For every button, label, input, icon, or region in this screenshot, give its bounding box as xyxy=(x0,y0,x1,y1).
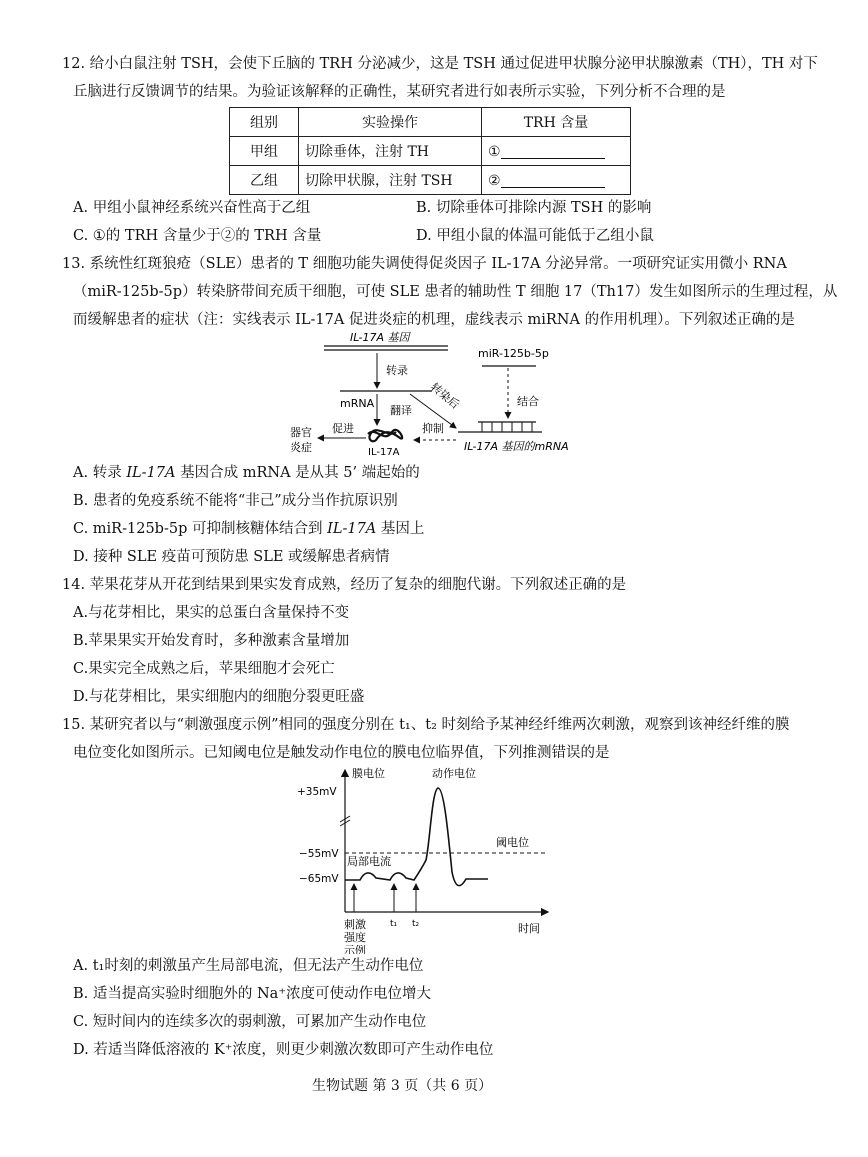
diagram-binding-label: 结合 xyxy=(517,395,539,408)
x-axis-label: 时间 xyxy=(518,922,540,935)
answer-blank xyxy=(501,143,605,159)
table-cell-answer xyxy=(482,166,631,195)
q15-membrane-potential-chart xyxy=(292,762,562,954)
q13-option-a: A. 转录 IL-17A 基因合成 mRNA 是从其 5’ 端起始的 xyxy=(73,465,420,481)
q15-stem-line1: 15. 某研究者以与“刺激强度示例”相同的强度分别在 t₁、t₂ 时刻给予某神经纤维两次刺激，观察到该神经纤维的膜 xyxy=(62,717,790,733)
table-header-row xyxy=(230,108,631,137)
table-cell: 切除甲状腺，注射 TSH xyxy=(299,166,482,195)
q12-option-b: B. 切除垂体可排除内源 TSH 的影响 xyxy=(416,200,652,216)
diagram-organ-label: 器官 xyxy=(290,426,312,439)
diagram-inhibit-label: 抑制 xyxy=(422,422,444,435)
t1-label: t₁ xyxy=(390,919,398,929)
table-header-cell: 实验操作 xyxy=(299,108,482,137)
diagram-translation-label: 翻译 xyxy=(390,404,412,417)
q12-option-c: C. ①的 TRH 含量少于②的 TRH 含量 xyxy=(73,228,322,244)
q15-option-a: A. t₁时刻的刺激虽产生局部电流，但无法产生动作电位 xyxy=(73,958,424,974)
q12-option-a: A. 甲组小鼠神经系统兴奋性高于乙组 xyxy=(73,200,311,216)
table-row xyxy=(230,137,631,166)
q13-stem-line3: 而缓解患者的症状（注：实线表示 IL-17A 促进炎症的机理，虚线表示 miRNA 的作用机理）。下列叙述正确的是 xyxy=(73,312,795,328)
diagram-target-mrna-label: IL-17A 基因的mRNA xyxy=(464,440,569,453)
diagram-transcription-label: 转录 xyxy=(386,364,408,377)
table-header-cell: 组别 xyxy=(230,108,299,137)
table-row xyxy=(230,166,631,195)
q12-option-d: D. 甲组小鼠的体温可能低于乙组小鼠 xyxy=(416,228,654,244)
membrane-potential-trace xyxy=(345,788,488,886)
table-cell: 甲组 xyxy=(230,137,299,166)
y-tick-label: +35mV xyxy=(297,786,337,798)
q15-option-c: C. 短时间内的连续多次的弱刺激，可累加产生动作电位 xyxy=(73,1014,427,1030)
answer-blank xyxy=(501,172,605,188)
q12-stem-line2: 丘脑进行反馈调节的结果。为验证该解释的正确性，某研究者进行如表所示实验，下列分析不合理的是 xyxy=(73,84,726,100)
q12-experiment-table xyxy=(229,107,631,195)
table-cell: 乙组 xyxy=(230,166,299,195)
q14-option-d: D.与花芽相比，果实细胞内的细胞分裂更旺盛 xyxy=(73,689,365,705)
local-current-label: 局部电流 xyxy=(347,855,391,868)
q14-option-c: C.果实完全成熟之后，苹果细胞才会死亡 xyxy=(73,661,335,677)
diagram-protein-label: IL-17A xyxy=(368,447,400,458)
diagram-mrna-label: mRNA xyxy=(340,397,375,410)
threshold-label: 阈电位 xyxy=(496,836,529,849)
t2-label: t₂ xyxy=(412,919,420,929)
table-cell-answer xyxy=(482,137,631,166)
table-header-cell: TRH 含量 xyxy=(482,108,631,137)
q13-option-c: C. miR-125b-5p 可抑制核糖体结合到 IL-17A 基因上 xyxy=(73,521,425,537)
q13-stem-line1: 13. 系统性红斑狼疮（SLE）患者的 T 细胞功能失调使得促炎因子 IL-17A 分泌异常。一项研究证实用微小 RNA xyxy=(62,256,787,272)
q13-option-b: B. 患者的免疫系统不能将“非己”成分当作抗原识别 xyxy=(73,493,398,509)
q15-option-d: D. 若适当降低溶液的 K⁺浓度，则更少刺激次数即可产生动作电位 xyxy=(73,1042,494,1058)
diagram-promote-label: 促进 xyxy=(332,422,354,435)
q14-option-b: B.苹果果实开始发育时，多种激素含量增加 xyxy=(73,633,350,649)
q13-mechanism-diagram xyxy=(280,328,590,460)
action-potential-label: 动作电位 xyxy=(432,767,476,780)
q13-option-d: D. 接种 SLE 疫苗可预防患 SLE 或缓解患者病情 xyxy=(73,549,390,565)
page-footer: 生物试题 第 3 页（共 6 页） xyxy=(312,1078,493,1094)
il17a-protein-shape xyxy=(368,430,402,441)
q14-stem: 14. 苹果花芽从开花到结果到果实发育成熟，经历了复杂的细胞代谢。下列叙述正确的是 xyxy=(62,577,627,593)
table-cell: 切除垂体，注射 TH xyxy=(299,137,482,166)
diagram-inflammation-label: 炎症 xyxy=(290,441,312,454)
diagram-gene-label: IL-17A 基因 xyxy=(350,331,410,344)
stimulus-label: 刺激 xyxy=(344,918,366,931)
q13-stem-line2: （miR-125b-5p）转染脐带间充质干细胞，可使 SLE 患者的辅助性 T 细胞 17（Th17）发生如图所示的生理过程，从 xyxy=(73,284,838,300)
stimulus-label: 示例 xyxy=(344,944,366,954)
diagram-mirna-label: miR-125b-5p xyxy=(478,347,549,360)
answer-marker: ② xyxy=(488,172,501,189)
y-tick-label: −55mV xyxy=(299,848,339,860)
answer-marker: ① xyxy=(488,143,501,160)
y-axis-label: 膜电位 xyxy=(352,767,385,780)
diagram-after-transfection-label: 转染后 xyxy=(428,380,462,412)
q14-option-a: A.与花芽相比，果实的总蛋白含量保持不变 xyxy=(73,605,350,621)
stimulus-label: 强度 xyxy=(344,931,366,944)
q12-stem-line1: 12. 给小白鼠注射 TSH，会使下丘脑的 TRH 分泌减少，这是 TSH 通过促进甲状腺分泌甲状腺激素（TH），TH 对下 xyxy=(62,56,818,72)
y-tick-label: −65mV xyxy=(299,873,339,885)
q15-stem-line2: 电位变化如图所示。已知阈电位是触发动作电位的膜电位临界值，下列推测错误的是 xyxy=(73,745,610,761)
q15-option-b: B. 适当提高实验时细胞外的 Na⁺浓度可使动作电位增大 xyxy=(73,986,431,1002)
